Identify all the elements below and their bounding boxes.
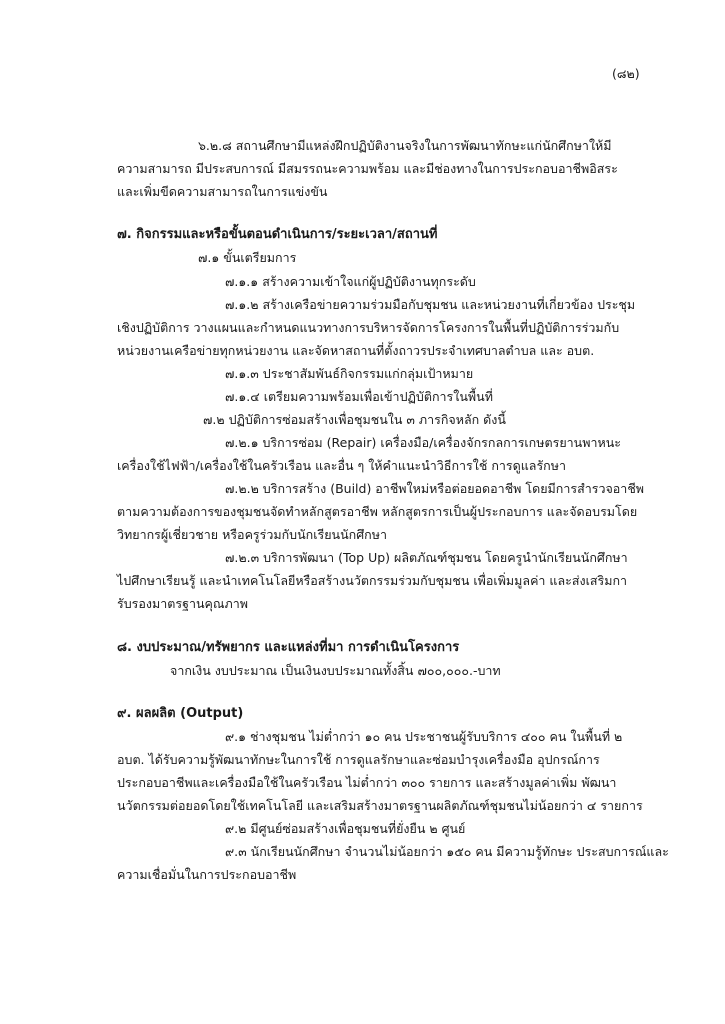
item-9-1-line-4: นวัตกรรมต่อยอดโดยใช้เทคโนโลยี และเสริมสร้างมาตรฐานผลิตภัณฑ์ชุมชนไม่น้อยกว่า ๔ รายการ xyxy=(117,798,643,813)
item-9-1-line-3: ประกอบอาชีพและเครื่องมือใช้ในครัวเรือน ไม่ต่ำกว่า ๓๐๐ รายการ และสร้างมูลค่าเพิ่ม พัฒนา xyxy=(117,775,617,790)
item-7-2-3-line-1: ๗.๒.๓ บริการพัฒนา (Top Up) ผลิตภัณฑ์ชุมชน โดยครูนำนักเรียนนักศึกษา xyxy=(225,550,628,565)
section-7-heading: ๗. กิจกรรมและหรือขั้นตอนดำเนินการ/ระยะเวลา/สถานที่ xyxy=(117,227,438,242)
page-number: (๘๒) xyxy=(612,66,640,81)
item-7-1-2-line-1: ๗.๑.๒ สร้างเครือข่ายความร่วมมือกับชุมชน และหน่วยงานที่เกี่ยวข้อง ประชุม xyxy=(225,297,636,312)
para-6-2-8-line-2: ความสามารถ มีประสบการณ์ มีสมรรถนะความพร้อม และมีช่องทางในการประกอบอาชีพอิสระ xyxy=(117,161,618,176)
section-8-heading: ๘. งบประมาณ/ทรัพยากร และแหล่งที่มา การดำเนินโครงการ xyxy=(117,640,460,655)
section-7-1-title: ๗.๑ ขั้นเตรียมการ xyxy=(198,250,297,265)
item-7-2-3-line-2: ไปศึกษาเรียนรู้ และนำเทคโนโลยีหรือสร้างนวัตกรรมร่วมกับชุมชน เพื่อเพิ่มมูลค่า และส่งเสริมกา xyxy=(117,573,628,588)
item-7-1-3: ๗.๑.๓ ประชาสัมพันธ์กิจกรรมแก่กลุ่มเป้าหมาย xyxy=(225,366,474,381)
section-7-2-title: ๗.๒ ปฏิบัติการซ่อมสร้างเพื่อชุมชนใน ๓ ภารกิจหลัก ดังนี้ xyxy=(203,412,506,427)
item-7-1-2-line-2: เชิงปฏิบัติการ วางแผนและกำหนดแนวทางการบริหารจัดการโครงการในพื้นที่ปฏิบัติการร่วมกับ xyxy=(117,320,620,335)
item-7-1-4: ๗.๑.๔ เตรียมความพร้อมเพื่อเข้าปฏิบัติการในพื้นที่ xyxy=(225,389,493,404)
item-9-1-line-2: อบต. ได้รับความรู้พัฒนาทักษะในการใช้ การดูแลรักษาและซ่อมบำรุงเครื่องมือ อุปกรณ์การ xyxy=(117,752,600,767)
item-7-1-2-line-3: หน่วยงานเครือข่ายทุกหน่วยงาน และจัดหาสถานที่ตั้งถาวรประจำเทศบาลตำบล และ อบต. xyxy=(117,343,595,358)
item-7-2-2-line-1: ๗.๒.๒ บริการสร้าง (Build) อาชีพใหม่หรือต่อยอดอาชีพ โดยมีการสำรวจอาชีพ xyxy=(225,481,645,496)
para-6-2-8-line-3: และเพิ่มขีดความสามารถในการแข่งขัน xyxy=(117,184,328,199)
section-9-heading: ๙. ผลผลิต (Output) xyxy=(117,706,244,721)
section-8-budget-line: จากเงิน งบประมาณ เป็นเงินงบประมาณทั้งสิ้น ๗๐๐,๐๐๐.-บาท xyxy=(170,663,501,678)
item-9-3-line-2: ความเชื่อมั่นในการประกอบอาชีพ xyxy=(117,867,297,882)
item-7-2-2-line-3: วิทยากรผู้เชี่ยวชาย หรือครูร่วมกับนักเรียนนักศึกษา xyxy=(117,527,387,542)
item-9-3-line-1: ๙.๓ นักเรียนนักศึกษา จำนวนไม่น้อยกว่า ๑๕๐ คน มีความรู้ทักษะ ประสบการณ์และ xyxy=(225,844,669,859)
item-9-1-line-1: ๙.๑ ช่างชุมชน ไม่ต่ำกว่า ๑๐ คน ประชาชนผู้รับบริการ ๔๐๐ คน ในพื้นที่ ๒ xyxy=(225,729,623,744)
item-7-2-1-line-2: เครื่องใช้ไฟฟ้า/เครื่องใช้ในครัวเรือน และอื่น ๆ ให้คำแนะนำวิธีการใช้ การดูแลรักษา xyxy=(117,458,566,473)
item-7-2-1-line-1: ๗.๒.๑ บริการซ่อม (Repair) เครื่องมือ/เครื่องจักรกลการเกษตรยานพาหนะ xyxy=(225,435,621,450)
item-7-1-1: ๗.๑.๑ สร้างความเข้าใจแก่ผู้ปฏิบัติงานทุกระดับ xyxy=(225,274,476,289)
item-9-2: ๙.๒ มีศูนย์ซ่อมสร้างเพื่อชุมชนที่ยั่งยืน ๒ ศูนย์ xyxy=(225,821,466,836)
item-7-2-2-line-2: ตามความต้องการของชุมชนจัดทำหลักสูตรอาชีพ หลักสูตรการเป็นผู้ประกอบการ และจัดอบรมโดย xyxy=(117,504,638,519)
item-7-2-3-line-3: รับรองมาตรฐานคุณภาพ xyxy=(117,596,248,611)
para-6-2-8-line-1: ๖.๒.๘ สถานศึกษามีแหล่งฝึกปฏิบัติงานจริงในการพัฒนาทักษะแก่นักศึกษาให้มี xyxy=(198,138,612,153)
